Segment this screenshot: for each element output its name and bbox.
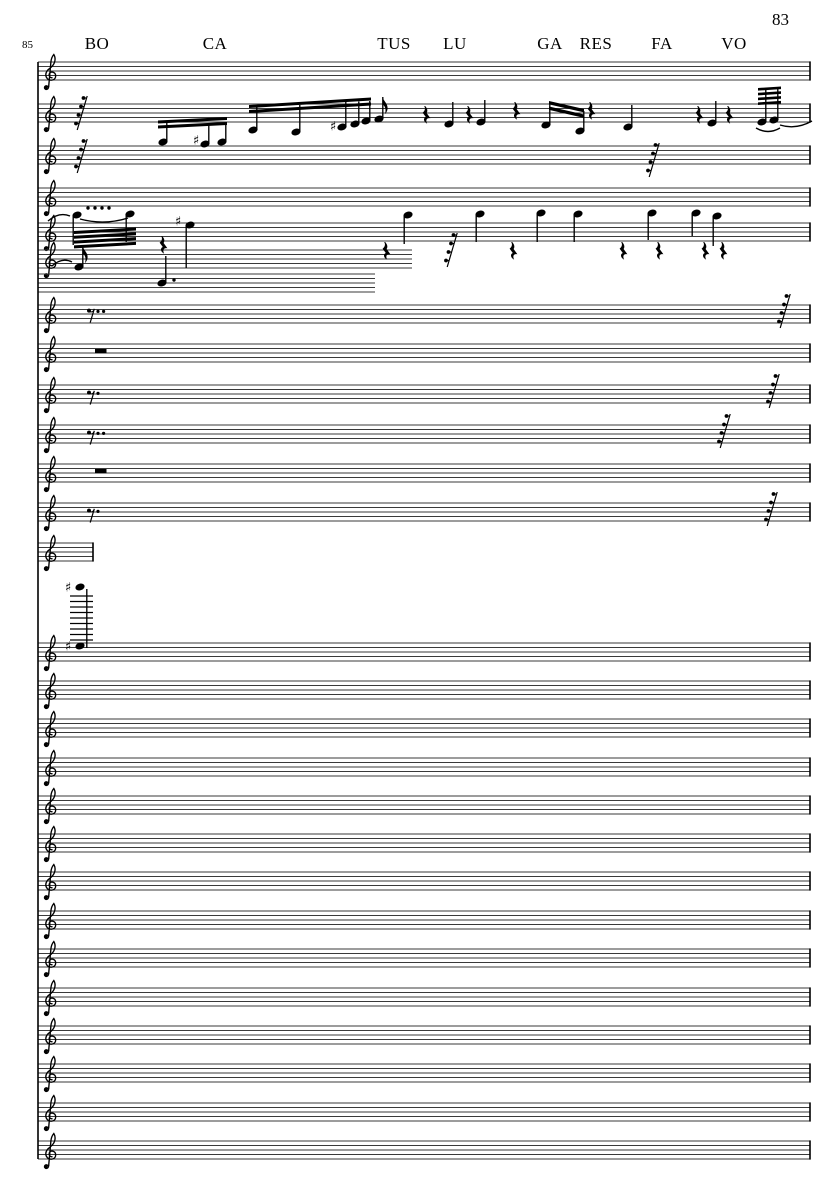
rest-hook — [79, 158, 82, 159]
staff — [38, 1019, 810, 1054]
sharp-accidental: ♯ — [174, 214, 182, 230]
treble-clef-icon — [44, 1057, 55, 1092]
augmentation-dot — [172, 278, 175, 281]
treble-clef-icon — [44, 139, 55, 174]
treble-clef-icon — [44, 712, 55, 747]
treble-clef-icon — [44, 751, 55, 786]
treble-clef-icon — [44, 337, 55, 372]
staff — [38, 981, 810, 1016]
staff — [38, 216, 810, 251]
treble-clef-icon — [44, 55, 55, 90]
sixty-fourth-rest — [444, 233, 457, 267]
staff — [38, 378, 810, 413]
quarter-rest — [720, 242, 728, 260]
rest-hook — [76, 166, 79, 167]
treble-clef-icon — [44, 1096, 55, 1131]
treble-clef-icon — [44, 865, 55, 900]
staff — [38, 904, 810, 939]
rest-hook — [787, 296, 790, 297]
rest-hook — [648, 170, 651, 171]
staff — [38, 789, 810, 824]
treble-clef-icon — [44, 181, 55, 216]
staff — [38, 337, 810, 372]
rest-hook — [653, 153, 656, 154]
augmentation-dot — [102, 310, 105, 313]
quarter-rest — [160, 236, 168, 254]
quarter-rest — [510, 242, 518, 260]
staff — [38, 55, 810, 90]
augmentation-dot — [93, 206, 96, 209]
staff — [38, 496, 810, 531]
augmentation-dot — [86, 206, 89, 209]
lyric-syllable: GA — [537, 34, 563, 53]
rest-hook — [76, 123, 79, 124]
treble-clef-icon — [44, 1134, 55, 1169]
rest-hook — [656, 145, 659, 146]
half-rest — [95, 349, 107, 353]
rest-hook — [84, 141, 87, 142]
rest-hook — [782, 313, 785, 314]
notehead — [75, 582, 86, 591]
rest-hook — [776, 376, 779, 377]
augmentation-dot — [107, 206, 110, 209]
rest-hook — [651, 162, 654, 163]
sharp-accidental: ♯ — [64, 580, 72, 596]
augmentation-dot — [96, 310, 99, 313]
treble-clef-icon — [44, 981, 55, 1016]
lyric-syllable: FA — [651, 34, 673, 53]
treble-clef-icon — [44, 418, 55, 453]
sharp-accidental: ♯ — [64, 639, 72, 655]
rest-hook — [771, 502, 774, 503]
treble-clef-icon — [44, 457, 55, 492]
augmentation-dot — [102, 432, 105, 435]
lyric-syllable: RES — [579, 34, 613, 53]
rest-hook — [81, 149, 84, 150]
staff — [38, 418, 810, 453]
treble-clef-icon — [44, 789, 55, 824]
staff — [38, 942, 810, 977]
rest-hook — [81, 106, 84, 107]
half-rest — [95, 469, 107, 473]
measure-number: 85 — [22, 39, 33, 51]
staff — [38, 536, 93, 571]
rest-hook — [719, 441, 722, 442]
treble-clef-icon — [44, 496, 55, 531]
rest-hook — [771, 393, 774, 394]
rest-hook — [454, 235, 457, 236]
staff — [38, 827, 810, 862]
treble-clef-icon — [44, 378, 55, 413]
quarter-rest — [383, 242, 391, 260]
staff — [38, 1134, 810, 1169]
rest-hook — [449, 252, 452, 253]
tie — [80, 218, 128, 222]
rest-hook — [784, 304, 787, 305]
treble-clef-icon — [44, 674, 55, 709]
augmentation-dot — [96, 432, 99, 435]
augmentation-dot — [100, 206, 103, 209]
rest-hook — [766, 519, 769, 520]
rest-hook — [773, 384, 776, 385]
rest-stem — [447, 233, 457, 267]
treble-clef-icon — [44, 942, 55, 977]
staff — [38, 139, 810, 174]
rest-hook — [779, 321, 782, 322]
lyric-syllable: BO — [84, 34, 110, 53]
staff — [38, 1096, 810, 1131]
treble-clef-icon — [44, 298, 55, 333]
staff — [38, 298, 810, 333]
rest-hook — [79, 115, 82, 116]
lyric-syllable: TUS — [377, 34, 411, 53]
staff — [38, 636, 810, 671]
sixty-fourth-rest — [74, 139, 87, 173]
rest-hook — [769, 511, 772, 512]
rest-stem — [77, 139, 87, 173]
staff — [38, 243, 412, 278]
treble-clef-icon — [44, 904, 55, 939]
treble-clef-icon — [44, 216, 55, 251]
rest-hook — [722, 433, 725, 434]
sharp-accidental: ♯ — [192, 133, 200, 149]
quarter-rest — [620, 242, 628, 260]
rest-hook — [724, 424, 727, 425]
rest-hook — [727, 416, 730, 417]
quarter-rest — [702, 242, 710, 260]
treble-clef-icon — [44, 827, 55, 862]
treble-clef-icon — [44, 536, 55, 571]
rest-hook — [446, 260, 449, 261]
staff — [38, 674, 810, 709]
quarter-rest — [656, 242, 664, 260]
rest-hook — [768, 401, 771, 402]
rest-hook — [84, 98, 87, 99]
staff — [38, 274, 375, 292]
lyric-syllable: VO — [721, 34, 747, 53]
rest-hook — [451, 243, 454, 244]
staff — [38, 457, 810, 492]
eighth-rest — [87, 309, 105, 323]
staff — [38, 865, 810, 900]
staff — [38, 712, 810, 747]
staff — [38, 751, 810, 786]
augmentation-dot — [96, 392, 99, 395]
lyric-syllable: LU — [443, 34, 467, 53]
treble-clef-icon — [44, 1019, 55, 1054]
lyric-syllable: CA — [202, 34, 228, 53]
rest-hook — [774, 494, 777, 495]
tie — [756, 128, 780, 132]
augmentation-dot — [96, 510, 99, 513]
page-number: 83 — [772, 10, 789, 29]
sharp-accidental: ♯ — [329, 119, 337, 135]
treble-clef-icon — [44, 636, 55, 671]
treble-clef-icon — [44, 97, 55, 132]
staff — [38, 1057, 810, 1092]
